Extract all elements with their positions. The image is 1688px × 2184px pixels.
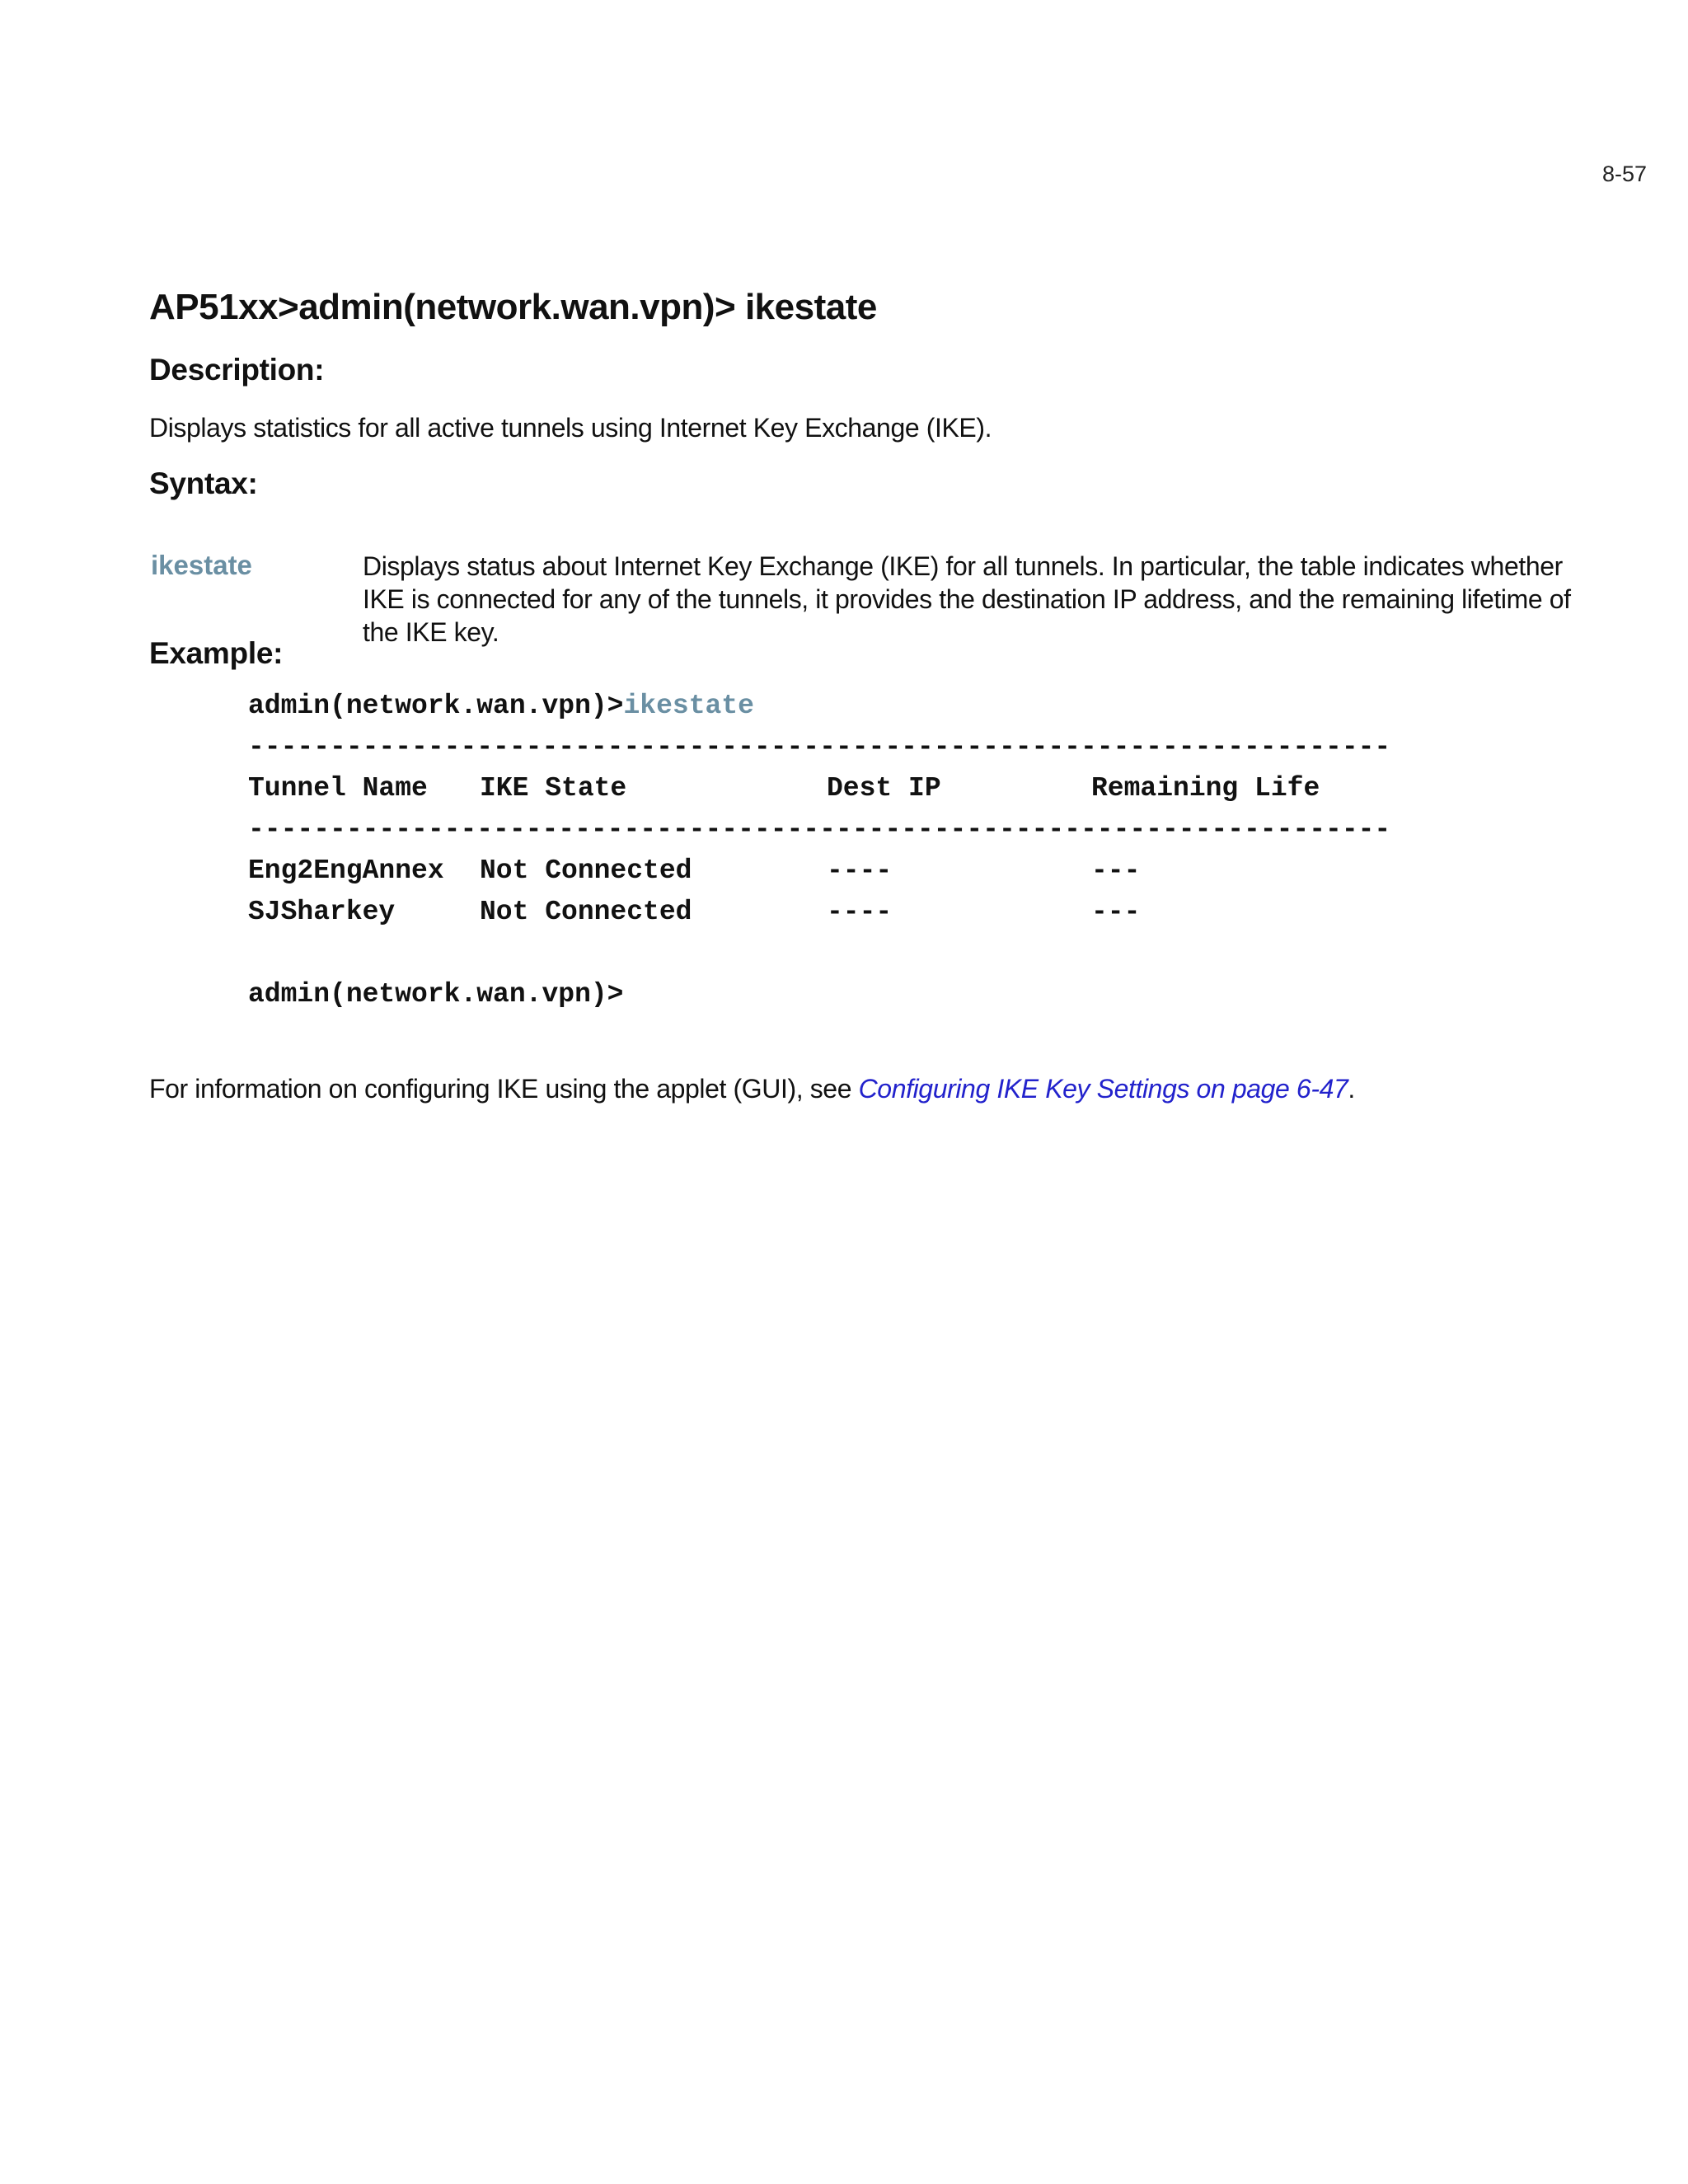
syntax-term: ikestate bbox=[151, 550, 252, 580]
example-label: Example: bbox=[149, 636, 284, 670]
table-row-2-tunnel-name: SJSharkey bbox=[248, 897, 396, 927]
page-number: 8-57 bbox=[1601, 162, 1647, 186]
table-row-1-tunnel-name: Eng2EngAnnex bbox=[248, 855, 444, 886]
footer-paragraph bbox=[149, 1072, 1355, 1105]
table-row-1-ike-state: Not Connected bbox=[480, 855, 692, 886]
configuring-ike-link[interactable]: Configuring IKE Key Settings on page 6-47 bbox=[858, 1074, 1348, 1104]
table-divider-top: ---------------------------------------------------------------------- bbox=[248, 732, 1391, 762]
page-title: AP51xx>admin(network.wan.vpn)> ikestate bbox=[149, 287, 877, 327]
table-row-2-remaining-life: --- bbox=[1091, 897, 1141, 927]
description-text: Displays statistics for all active tunnels using Internet Key Exchange (IKE). bbox=[149, 413, 992, 443]
syntax-description: Displays status about Internet Key Exchange (IKE) for all tunnels. In particular, the table indicates whether IKE is connected for any of the tunnels, it provides the destination IP address, and the remaining lifetime of the IKE key. bbox=[363, 551, 1571, 647]
table-row-2-ike-state: Not Connected bbox=[480, 897, 692, 927]
table-row-2-dest-ip: ---- bbox=[827, 897, 893, 927]
table-divider-bottom: ---------------------------------------------------------------------- bbox=[248, 814, 1391, 845]
table-header-ike-state: IKE State bbox=[480, 773, 627, 804]
example-prompt: admin(network.wan.vpn)> bbox=[248, 691, 624, 721]
footer-end: . bbox=[1348, 1074, 1355, 1104]
table-header-remaining-life: Remaining Life bbox=[1091, 773, 1320, 804]
example-command-line bbox=[248, 691, 754, 721]
description-label: Description: bbox=[149, 353, 325, 387]
table-header-dest-ip: Dest IP bbox=[827, 773, 941, 804]
example-command: ikestate bbox=[623, 691, 754, 721]
example-final-prompt: admin(network.wan.vpn)> bbox=[248, 979, 624, 1010]
table-row-1-remaining-life: --- bbox=[1091, 855, 1141, 886]
table-header-tunnel-name: Tunnel Name bbox=[248, 773, 428, 804]
footer-text: For information on configuring IKE using the applet (GUI), see bbox=[149, 1074, 859, 1104]
syntax-label: Syntax: bbox=[149, 466, 258, 500]
table-row-1-dest-ip: ---- bbox=[827, 855, 893, 886]
